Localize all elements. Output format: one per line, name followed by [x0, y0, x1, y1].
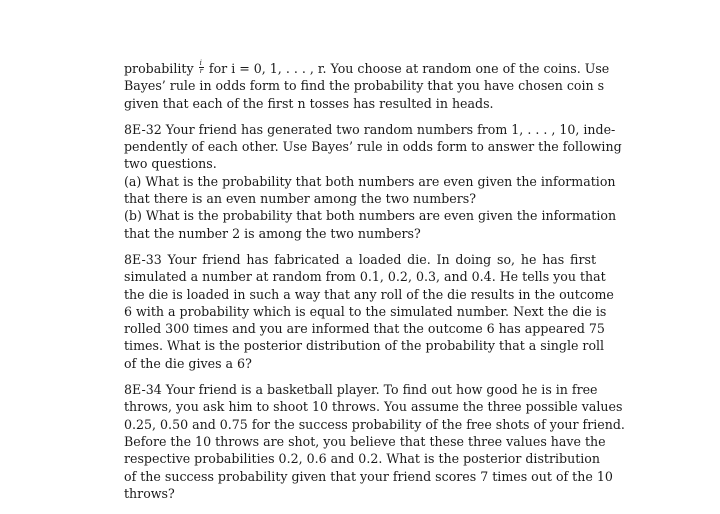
text-line: that there is an even number among the two numbers? — [124, 191, 476, 207]
text-line: (b) What is the probability that both numbers are even given the information — [124, 208, 617, 224]
text-line: throws? — [124, 485, 175, 501]
text-line: 0.25, 0.50 and 0.75 for the success probability of the free shots of your friend. — [124, 416, 625, 432]
text-line: (a) What is the probability that both numbers are even given the information — [124, 173, 616, 189]
text-line: times. What is the posterior distribution of the probability that a single roll — [124, 338, 605, 354]
paragraph-coins-continuation — [124, 59, 610, 112]
text-line: rolled 300 times and you are informed that the outcome 6 has appeared 75 — [124, 321, 605, 337]
text-line: probability $\frac{i}{r}$ for i = 0, 1, . . . , r. You choose at random one of the coins. Use — [124, 59, 610, 76]
text-line: of the success probability given that your friend scores 7 times out of the 10 — [124, 468, 613, 484]
text-line: the die is loaded in such a way that any roll of the die results in the outcome — [124, 286, 614, 302]
text-line: 8E-32 Your friend has generated two random numbers from 1, . . . , 10, inde- — [124, 121, 616, 137]
paragraph-exercise-8e-32 — [124, 121, 622, 242]
text-line: 6 with a probability which is equal to the simulated number. Next the die is — [124, 303, 607, 319]
text-line: that the number 2 is among the two numbers? — [124, 225, 421, 241]
text-line: respective probabilities 0.2, 0.6 and 0.2. What is the posterior distribution — [124, 451, 600, 467]
text-line: given that each of the first n tosses has resulted in heads. — [124, 95, 494, 111]
document-page — [124, 59, 625, 511]
text-line: 8E-34 Your friend is a basketball player. To find out how good he is in free — [124, 382, 598, 398]
text-line: 8E-33 Your friend has fabricated a loaded die. In doing so, he has first — [124, 251, 596, 267]
text-line: Bayes’ rule in odds form to find the probability that you have chosen coin s — [124, 78, 605, 94]
fraction-i-over-r: $\frac{i}{r}$ — [199, 59, 203, 75]
text-line: Before the 10 throws are shot, you believe that these three values have the — [124, 433, 606, 449]
paragraph-exercise-8e-34 — [124, 381, 625, 502]
paragraph-exercise-8e-33 — [124, 251, 614, 372]
text-line: of the die gives a 6? — [124, 355, 252, 371]
text-line: pendently of each other. Use Bayes’ rule in odds form to answer the following — [124, 139, 622, 155]
text-line: throws, you ask him to shoot 10 throws. You assume the three possible values — [124, 399, 623, 415]
text-line: two questions. — [124, 156, 217, 172]
text-line: simulated a number at random from 0.1, 0.2, 0.3, and 0.4. He tells you that — [124, 269, 606, 285]
